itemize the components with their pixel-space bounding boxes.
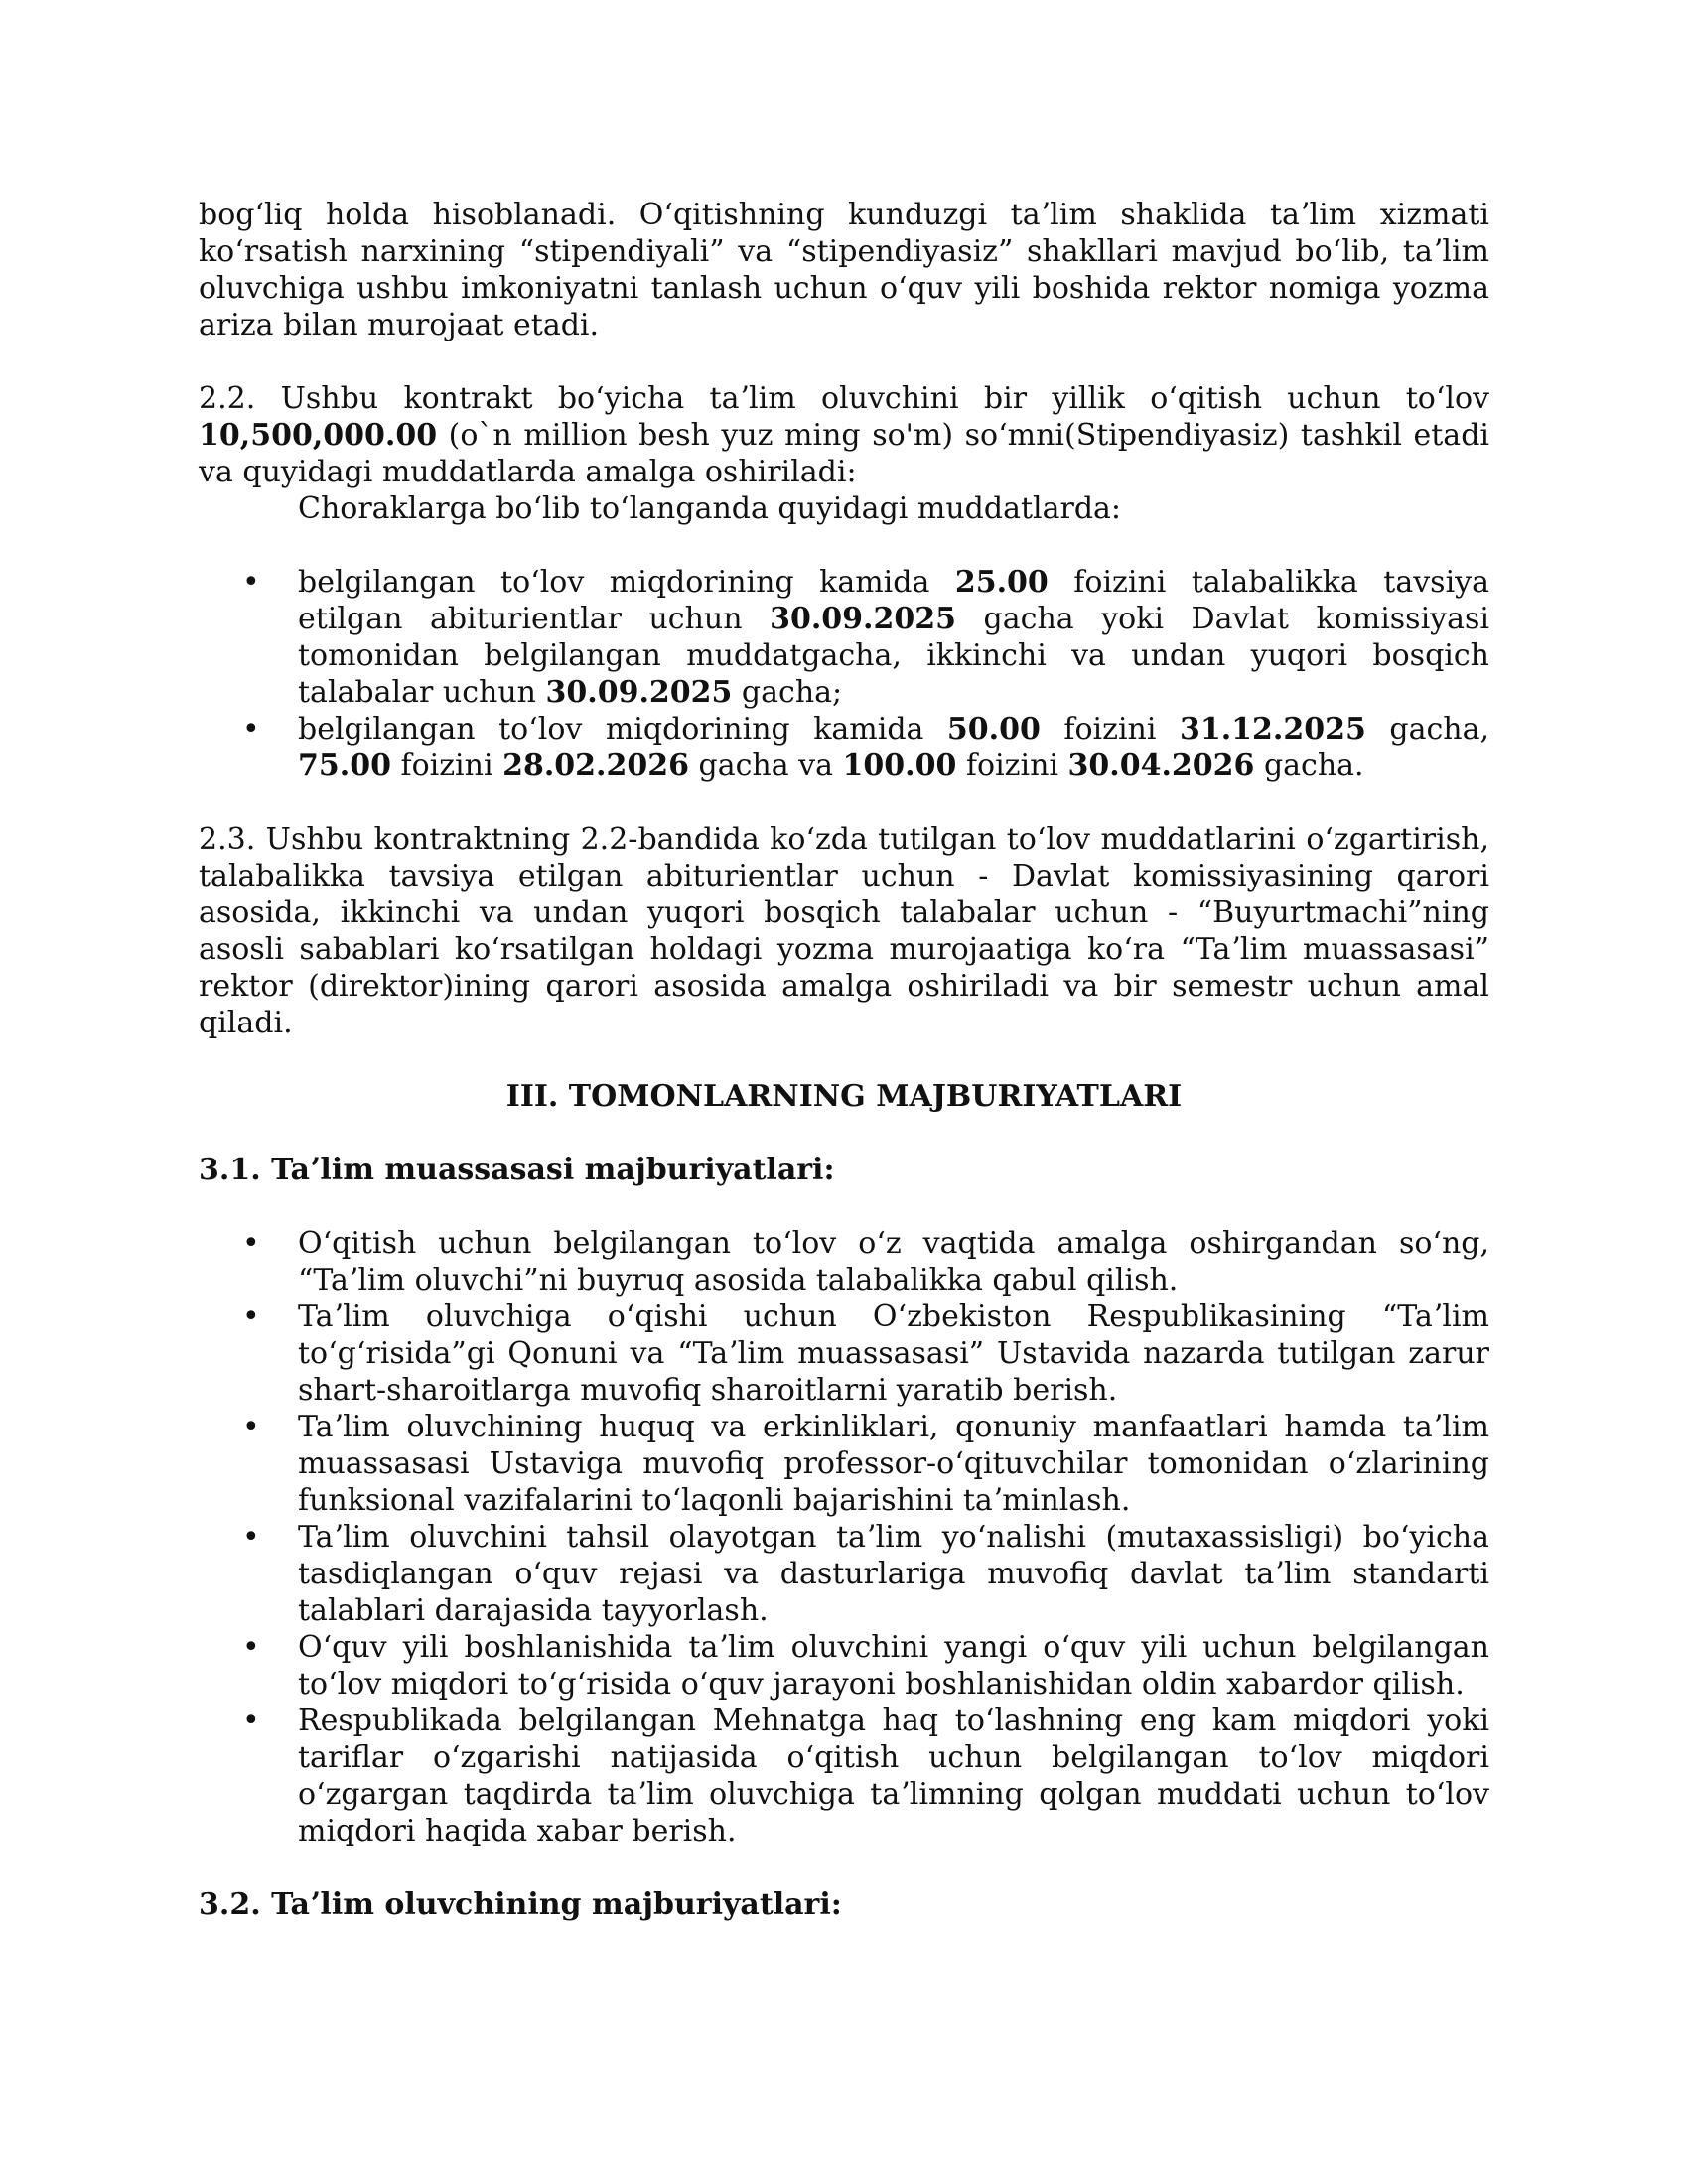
deadline-date: 30.09.2025 <box>770 602 956 636</box>
deadline-date: 30.04.2026 <box>1067 749 1255 783</box>
deadline-date: 30.09.2025 <box>545 675 733 710</box>
deadline-date: 31.12.2025 <box>1179 712 1366 747</box>
payment-schedule-item: • belgilangan toʻlov miqdorining kamida 50.00 foizini 31.12.2025 gacha, 75.00 foizini 28.02.2026 gacha va 100.00 foizini 30.04.2026 gacha. <box>199 711 1489 784</box>
obligation-item: • Taʼlim oluvchining huquq va erkinliklari, qonuniy manfaatlari hamda taʼlim muassasasi Ustaviga muvofiq professor-oʻqituvchilar tomonidan oʻzlarining funksional vazifalarini toʻlaqonli bajarishini taʼminlash. <box>199 1409 1489 1519</box>
deadline-date: 28.02.2026 <box>502 749 689 783</box>
clause-2-3-paragraph: 2.3. Ushbu kontraktning 2.2-bandida koʻzda tutilgan toʻlov muddatlarini oʻzgartirish, talabalikka tavsiya etilgan abiturientlar uchun - Davlat komissiyasining qarori asosida, ikkinchi va undan yuqori bosqich talabalar uchun - “Buyurtmachi”ning asosli sabablari koʻrsatilgan holdagi yozma murojaatiga koʻra “Taʼlim muassasasi” rektor (direktor)ining qarori asosida amalga oshiriladi va bir semestr uchun amal qiladi. <box>199 822 1489 1040</box>
subsection-3-2-title: 3.2. Taʼlim oluvchining majburiyatlari: <box>199 1887 842 1922</box>
obligation-item: • Oʻqitish uchun belgilangan toʻlov oʻz vaqtida amalga oshirgandan soʻng, “Taʼlim oluvchi”ni buyruq asosida talabalikka qabul qilish. <box>199 1225 1489 1298</box>
spacer <box>199 1041 1489 1078</box>
clause-2-2-text-b: (o`n million besh yuz ming so'm) soʻmni(Stipendiyasiz) tashkil etadi va quyidagi muddatlarda amalga oshiriladi: <box>199 418 1489 489</box>
spacer <box>199 784 1489 821</box>
subsection-3-1-title: 3.1. Taʼlim muassasasi majburiyatlari: <box>199 1153 835 1187</box>
institution-obligations-list <box>199 1225 1489 1849</box>
obligation-item: • Taʼlim oluvchini tahsil olayotgan taʼlim yoʻnalishi (mutaxassisligi) boʻyicha tasdiqlangan oʻquv rejasi va dasturlariga muvofiq davlat taʼlim standarti talablari darajasida tayyorlash. <box>199 1519 1489 1629</box>
percent-value: 100.00 <box>842 749 957 783</box>
contract-amount: 10,500,000.00 <box>199 418 438 453</box>
spacer <box>199 1115 1489 1152</box>
obligation-item: • Oʻquv yili boshlanishida taʼlim oluvchini yangi oʻquv yili uchun belgilangan toʻlov miqdori toʻgʻrisida oʻquv jarayoni boshlanishidan oldin xabardor qilish. <box>199 1629 1489 1703</box>
payment-schedule-item: • belgilangan toʻlov miqdorining kamida 25.00 foizini talabalikka tavsiya etilgan abiturientlar uchun 30.09.2025 gacha yoki Davlat komissiyasi tomonidan belgilangan muddatgacha, ikkinchi va undan yuqori bosqich talabalar uchun 30.09.2025 gacha; <box>199 564 1489 711</box>
spacer <box>199 343 1489 380</box>
contract-page <box>199 197 1489 1923</box>
percent-value: 75.00 <box>298 749 391 783</box>
spacer <box>199 527 1489 564</box>
obligation-item: • Respublikada belgilangan Mehnatga haq toʻlashning eng kam miqdori yoki tariflar oʻzgarishi natijasida oʻqitish uchun belgilangan toʻlov miqdori oʻzgargan taqdirda taʼlim oluvchiga taʼlimning qolgan muddati uchun toʻlov miqdori haqida xabar berish. <box>199 1703 1489 1849</box>
obligation-item: • Taʼlim oluvchiga oʻqishi uchun Oʻzbekiston Respublikasining “Taʼlim toʻgʻrisida”gi Qonuni va “Taʼlim muassasasi” Ustavida nazarda tutilgan zarur shart-sharoitlarga muvofiq sharoitlarni yaratib berish. <box>199 1298 1489 1409</box>
quarterly-payment-intro: Choraklarga boʻlib toʻlanganda quyidagi muddatlarda: <box>298 491 1122 526</box>
spacer <box>199 1849 1489 1886</box>
payment-schedule-list <box>199 564 1489 784</box>
clause-2-2-paragraph <box>199 380 1489 490</box>
payment-basis-paragraph: bogʻliq holda hisoblanadi. Oʻqitishning kunduzgi taʼlim shaklida taʼlim xizmati koʻrsatish narxining “stipendiyali” va “stipendiyasiz” shakllari mavjud boʻlib, taʼlim oluvchiga ushbu imkoniyatni tanlash uchun oʻquv yili boshida rektor nomiga yozma ariza bilan murojaat etadi. <box>199 198 1489 342</box>
percent-value: 50.00 <box>946 712 1041 747</box>
clause-2-2-text-a: 2.2. Ushbu kontrakt boʻyicha taʼlim oluvchini bir yillik oʻqitish uchun toʻlov <box>199 381 1489 416</box>
percent-value: 25.00 <box>954 565 1049 600</box>
section-3-title: III. TOMONLARNING MAJBURIYATLARI <box>505 1079 1183 1114</box>
spacer <box>199 1188 1489 1225</box>
